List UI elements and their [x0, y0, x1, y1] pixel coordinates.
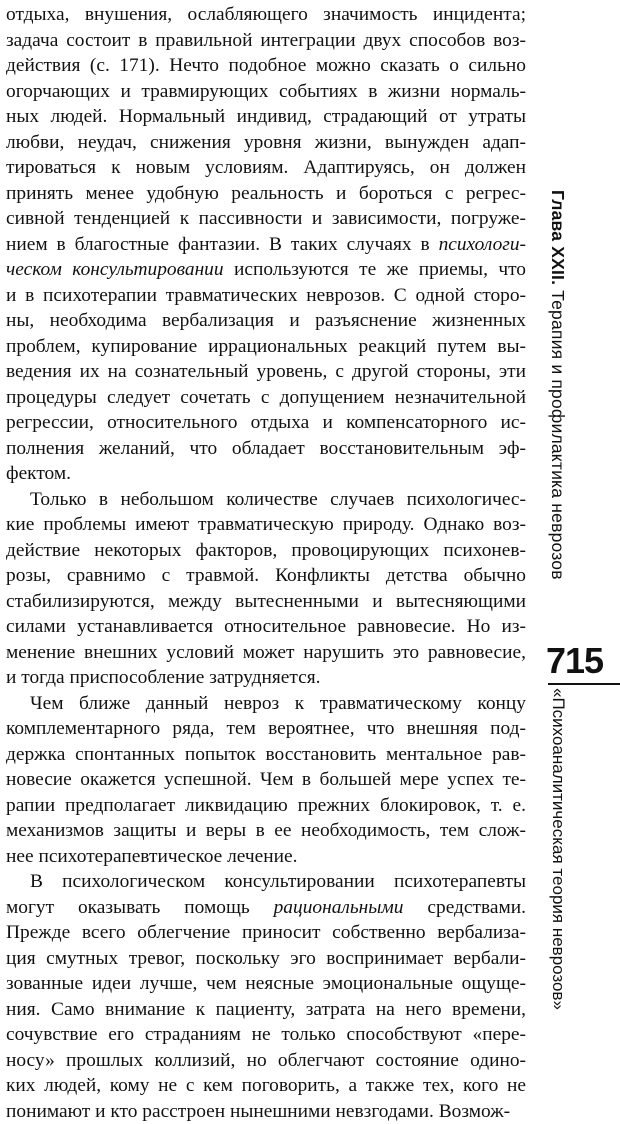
- text-line: ведения их на сознательный уровень, с другой стороны, эти: [6, 359, 526, 385]
- text-line: принять менее удобную реальность и бороться с регрес-: [6, 181, 526, 207]
- paragraph: [6, 487, 526, 691]
- text-line: полнения желаний, что обладает восстановительным эф-: [6, 436, 526, 462]
- running-head-chapter: [547, 190, 568, 580]
- text-line: ны, необходима вербализация и разъяснение жизненных: [6, 308, 526, 334]
- text-line: носу» прошлых коллизий, но облегчают состояние одино-: [6, 1048, 526, 1074]
- text-line: действия (с. 171). Нечто подобное можно сказать о сильно: [6, 53, 526, 79]
- text-line: комплементарного ряда, тем вероятнее, что внешняя под-: [6, 716, 526, 742]
- text-line: ция смутных тревог, поскольку эго воспринимает вербали-: [6, 946, 526, 972]
- text-line: сивной тенденцией к пассивности и зависимости, погруже-: [6, 206, 526, 232]
- text-line: проблем, купирование иррациональных реакций путем вы-: [6, 334, 526, 360]
- text-line: тироваться к новым условиям. Адаптируясь, он должен: [6, 155, 526, 181]
- emphasis: рациональными: [274, 897, 404, 918]
- text-line: отдыха, внушения, ослабляющего значимость инцидента;: [6, 2, 526, 28]
- text-line: любви, неудач, снижения уровня жизни, вынужден адап-: [6, 130, 526, 156]
- text-line: нием в благостные фантазии. В таких случаях в психологи-: [6, 232, 526, 258]
- page-number-rule: [548, 683, 620, 685]
- text-line: процедуры следует сочетать с допущением незначительной: [6, 385, 526, 411]
- paragraph: [6, 869, 526, 1124]
- text-line: и тогда приспособление затрудняется.: [6, 665, 526, 691]
- emphasis: ческом консультировании: [6, 259, 224, 280]
- text-line: нее психотерапевтическое лечение.: [6, 844, 526, 870]
- paragraph: [6, 691, 526, 870]
- text-line: ния. Само внимание к пациенту, затрата на него времени,: [6, 997, 526, 1023]
- text-line: менение внешних условий может нарушить это равновесие,: [6, 640, 526, 666]
- text-line: огорчающих и травмирующих событиях в жизни нормаль-: [6, 79, 526, 105]
- chapter-title: Терапия и профилактика неврозов: [548, 290, 568, 580]
- text-line: ных людей. Нормальный индивид, страдающий от утраты: [6, 104, 526, 130]
- text-line: стабилизируются, между вытесненными и вытесняющими: [6, 589, 526, 615]
- text-line: действие некоторых факторов, провоцирующих психонев-: [6, 538, 526, 564]
- text-line: сочувствие его страданиям не только способствуют «пере-: [6, 1022, 526, 1048]
- text-line: Прежде всего облегчение приносит собственно вербализа-: [6, 920, 526, 946]
- chapter-label: Глава XXII.: [548, 190, 568, 285]
- text-line: В психологическом консультировании психотерапевты: [6, 869, 526, 895]
- text-line: розы, сравнимо с травмой. Конфликты детства обычно: [6, 563, 526, 589]
- text-line: Только в небольшом количестве случаев психологичес-: [6, 487, 526, 513]
- emphasis: психологи-: [439, 234, 526, 255]
- text-line: ческом консультировании используются те же приемы, что: [6, 257, 526, 283]
- text-line: держка спонтанных попыток восстановить ментальное рав-: [6, 742, 526, 768]
- text-line: механизмов защиты и веры в ее необходимость, тем слож-: [6, 818, 526, 844]
- paragraph: [6, 2, 526, 487]
- text-line: и в психотерапии травматических неврозов. С одной сторо-: [6, 283, 526, 309]
- page-number: 715: [546, 640, 616, 682]
- text-line: могут оказывать помощь рациональными средствами.: [6, 895, 526, 921]
- text-line: Чем ближе данный невроз к травматическому концу: [6, 691, 526, 717]
- text-line: рапии предполагает ликвидацию прежних блокировок, т. е.: [6, 793, 526, 819]
- text-line: кие проблемы имеют травматическую природу. Однако воз-: [6, 512, 526, 538]
- text-line: зованные идеи лучше, чем неясные эмоциональные ощуще-: [6, 971, 526, 997]
- text-line: регрессии, относительного отдыха и компенсаторного ис-: [6, 410, 526, 436]
- body-text: [6, 2, 526, 1124]
- text-line: силами устанавливается относительное равновесие. Но из-: [6, 614, 526, 640]
- text-line: новесие окажется успешной. Чем в большей мере успех те-: [6, 767, 526, 793]
- running-head-book-title: «Психоаналитическая теория неврозов»: [548, 688, 568, 1010]
- text-line: ких людей, кому не с кем поговорить, а также тех, кого не: [6, 1073, 526, 1099]
- text-line: фектом.: [6, 461, 526, 487]
- text-line: понимают и кто расстроен нынешними невзгодами. Возмож-: [6, 1099, 526, 1124]
- text-line: задача состоит в правильной интеграции двух способов воз-: [6, 28, 526, 54]
